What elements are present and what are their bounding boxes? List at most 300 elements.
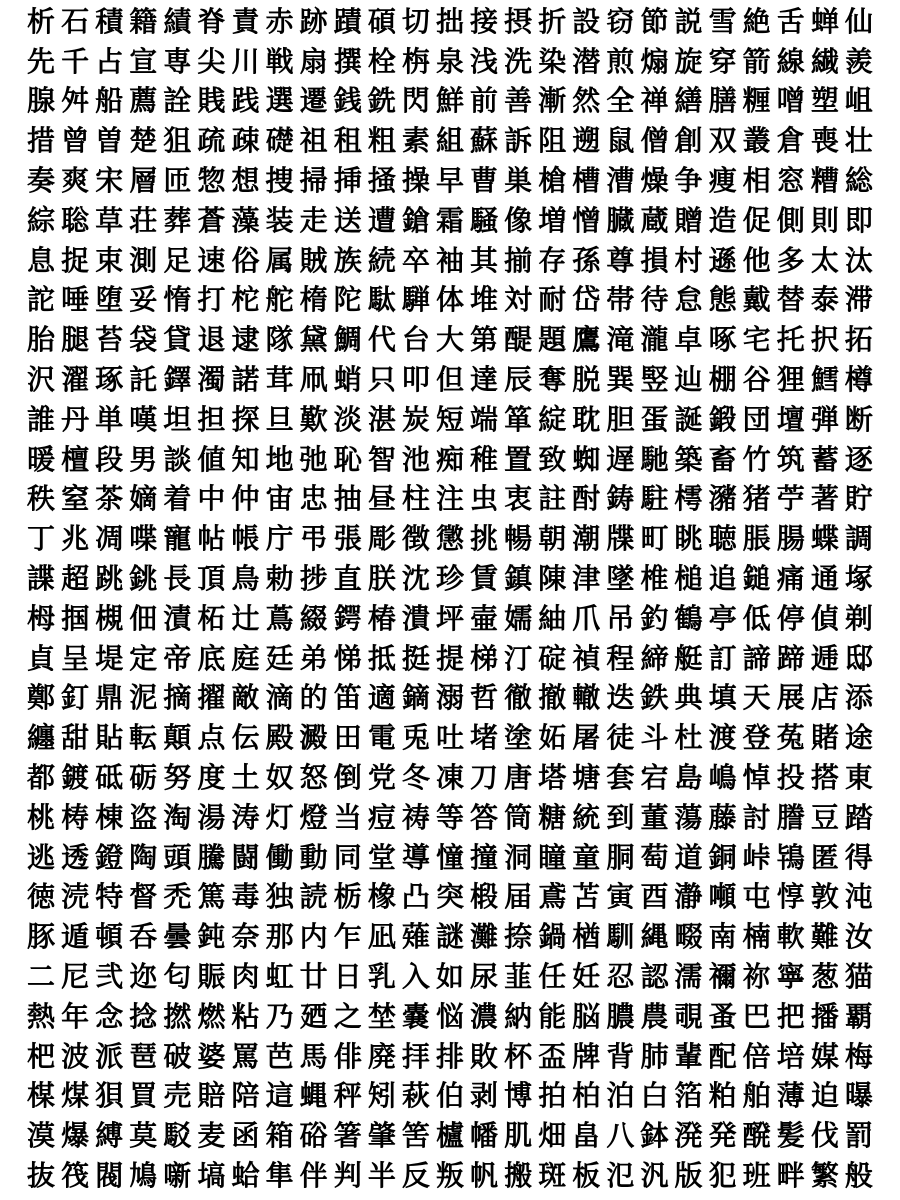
kanji-glyph: 祢 — [742, 960, 771, 994]
kanji-glyph: 達 — [470, 363, 499, 397]
kanji-glyph: 畜 — [708, 442, 737, 476]
kanji-glyph: 藤 — [708, 800, 737, 834]
kanji-glyph: 弛 — [299, 442, 328, 476]
kanji-glyph: 菟 — [776, 721, 805, 755]
kanji-glyph: 湛 — [367, 402, 396, 436]
kanji-glyph: 蒼 — [197, 203, 226, 237]
kanji-glyph: 唾 — [61, 283, 90, 317]
glyph-row — [24, 718, 876, 758]
kanji-glyph: 糟 — [810, 164, 839, 198]
kanji-glyph: 釣 — [640, 601, 669, 635]
kanji-glyph: 迫 — [810, 1079, 839, 1113]
kanji-glyph: 繁 — [810, 1159, 839, 1192]
kanji-glyph: 諾 — [231, 363, 260, 397]
kanji-glyph: 知 — [231, 442, 260, 476]
kanji-glyph: 帳 — [231, 522, 260, 556]
kanji-glyph: 穿 — [708, 44, 737, 78]
kanji-glyph: 千 — [61, 44, 90, 78]
kanji-glyph: 掻 — [367, 164, 396, 198]
kanji-glyph: 伯 — [435, 1079, 464, 1113]
kanji-glyph: 措 — [27, 124, 56, 158]
kanji-glyph: 舶 — [742, 1079, 771, 1113]
kanji-glyph: 団 — [742, 402, 771, 436]
kanji-glyph: 那 — [265, 920, 294, 954]
kanji-glyph: 捗 — [299, 562, 328, 596]
kanji-glyph: 買 — [129, 1079, 158, 1113]
kanji-glyph: 般 — [844, 1159, 873, 1192]
kanji-glyph: 想 — [231, 164, 260, 198]
kanji-glyph: 駁 — [163, 1119, 192, 1153]
kanji-glyph: 池 — [401, 442, 430, 476]
kanji-glyph: 槌 — [674, 562, 703, 596]
kanji-glyph: 蘇 — [470, 124, 499, 158]
kanji-glyph: 畠 — [572, 1119, 601, 1153]
kanji-glyph: 他 — [742, 243, 771, 277]
kanji-glyph: 的 — [299, 681, 328, 715]
kanji-glyph: 築 — [674, 442, 703, 476]
kanji-glyph: 太 — [810, 243, 839, 277]
kanji-glyph: 蝉 — [810, 4, 839, 38]
kanji-glyph: 爆 — [61, 1119, 90, 1153]
kanji-glyph: 坪 — [435, 601, 464, 635]
kanji-glyph: 跳 — [95, 562, 124, 596]
kanji-glyph: 猪 — [742, 482, 771, 516]
kanji-glyph: 豚 — [27, 920, 56, 954]
kanji-glyph: 貯 — [844, 482, 873, 516]
kanji-glyph: 弔 — [299, 522, 328, 556]
kanji-glyph: 配 — [708, 1039, 737, 1073]
kanji-glyph: 櫨 — [435, 1119, 464, 1153]
kanji-glyph: 棟 — [95, 800, 124, 834]
kanji-glyph: 拓 — [844, 323, 873, 357]
kanji-glyph: 馴 — [606, 920, 635, 954]
kanji-glyph: 珍 — [435, 562, 464, 596]
kanji-glyph: 騨 — [401, 283, 430, 317]
kanji-glyph: 砥 — [95, 761, 124, 795]
kanji-glyph: 遡 — [572, 124, 601, 158]
kanji-glyph: 肺 — [640, 1039, 669, 1073]
kanji-glyph: 善 — [504, 84, 533, 118]
kanji-glyph: 村 — [674, 243, 703, 277]
kanji-glyph: 莫 — [129, 1119, 158, 1153]
kanji-glyph: 撞 — [470, 840, 499, 874]
kanji-glyph: 抽 — [333, 482, 362, 516]
kanji-glyph: 鴇 — [776, 840, 805, 874]
kanji-glyph: 帯 — [606, 283, 635, 317]
kanji-glyph: 岱 — [572, 283, 601, 317]
kanji-glyph: 但 — [435, 363, 464, 397]
kanji-glyph: 駐 — [640, 482, 669, 516]
kanji-glyph: 濯 — [61, 363, 90, 397]
kanji-glyph: 素 — [401, 124, 430, 158]
kanji-glyph: 瀞 — [674, 880, 703, 914]
glyph-row — [24, 519, 876, 559]
kanji-glyph: 掴 — [61, 601, 90, 635]
kanji-glyph: 赤 — [265, 4, 294, 38]
kanji-glyph: 挑 — [470, 522, 499, 556]
kanji-glyph: 窃 — [606, 4, 635, 38]
kanji-glyph: 槻 — [95, 601, 124, 635]
kanji-glyph: 漕 — [606, 164, 635, 198]
kanji-glyph: 鯛 — [333, 323, 362, 357]
kanji-glyph: 汰 — [844, 243, 873, 277]
kanji-glyph: 段 — [95, 442, 124, 476]
kanji-glyph: 叛 — [435, 1159, 464, 1192]
kanji-glyph: 祷 — [401, 800, 430, 834]
kanji-glyph: 憧 — [435, 840, 464, 874]
kanji-glyph: 徹 — [504, 681, 533, 715]
kanji-glyph: 双 — [708, 124, 737, 158]
kanji-glyph: 噸 — [708, 880, 737, 914]
kanji-glyph: 堵 — [470, 721, 499, 755]
kanji-glyph: 店 — [810, 681, 839, 715]
kanji-glyph: 組 — [435, 124, 464, 158]
kanji-glyph: 惣 — [197, 164, 226, 198]
kanji-glyph: 嶋 — [708, 761, 737, 795]
kanji-glyph: 懲 — [435, 522, 464, 556]
kanji-glyph: 杜 — [674, 721, 703, 755]
kanji-glyph: 沢 — [27, 363, 56, 397]
kanji-glyph: 掃 — [299, 164, 328, 198]
kanji-glyph: 遭 — [367, 203, 396, 237]
kanji-glyph: 展 — [776, 681, 805, 715]
kanji-glyph: 停 — [776, 601, 805, 635]
kanji-glyph: 屯 — [742, 880, 771, 914]
kanji-glyph: 草 — [95, 203, 124, 237]
kanji-glyph: 繕 — [674, 84, 703, 118]
kanji-glyph: 脊 — [197, 4, 226, 38]
kanji-glyph: 煤 — [61, 1079, 90, 1113]
kanji-glyph: 農 — [640, 999, 669, 1033]
kanji-glyph: 卒 — [401, 243, 430, 277]
kanji-glyph: 促 — [742, 203, 771, 237]
kanji-glyph: 繊 — [810, 44, 839, 78]
kanji-glyph: 鳶 — [538, 880, 567, 914]
kanji-glyph: 叩 — [401, 363, 430, 397]
kanji-glyph: 哲 — [470, 681, 499, 715]
kanji-glyph: 腺 — [27, 84, 56, 118]
kanji-glyph: 属 — [265, 243, 294, 277]
kanji-glyph: 抵 — [367, 641, 396, 675]
kanji-glyph: 濃 — [470, 999, 499, 1033]
kanji-glyph: 逓 — [810, 641, 839, 675]
kanji-glyph: 只 — [367, 363, 396, 397]
kanji-glyph: 妊 — [572, 960, 601, 994]
kanji-glyph: 堆 — [470, 283, 499, 317]
kanji-glyph: 如 — [435, 960, 464, 994]
kanji-glyph: 鍔 — [333, 601, 362, 635]
kanji-glyph: 煎 — [606, 44, 635, 78]
kanji-glyph: 鱈 — [810, 363, 839, 397]
kanji-glyph: 束 — [95, 243, 124, 277]
kanji-glyph: 筑 — [776, 442, 805, 476]
kanji-glyph: 託 — [129, 363, 158, 397]
kanji-glyph: 等 — [435, 800, 464, 834]
kanji-glyph: 伐 — [810, 1119, 839, 1153]
kanji-glyph: 綻 — [538, 402, 567, 436]
kanji-glyph: 占 — [95, 44, 124, 78]
kanji-glyph: 値 — [197, 442, 226, 476]
kanji-glyph: 戴 — [742, 283, 771, 317]
kanji-glyph: 瀧 — [640, 323, 669, 357]
kanji-glyph: 超 — [61, 562, 90, 596]
kanji-glyph: 伝 — [231, 721, 260, 755]
kanji-glyph: 著 — [810, 482, 839, 516]
kanji-glyph: 着 — [163, 482, 192, 516]
kanji-glyph: 道 — [674, 840, 703, 874]
kanji-glyph: 塔 — [538, 761, 567, 795]
kanji-glyph: 叢 — [742, 124, 771, 158]
kanji-glyph: 函 — [231, 1119, 260, 1153]
glyph-row — [24, 440, 876, 480]
kanji-glyph: 濁 — [197, 363, 226, 397]
kanji-glyph: 聴 — [708, 522, 737, 556]
kanji-glyph: 廃 — [367, 1039, 396, 1073]
kanji-glyph: 難 — [810, 920, 839, 954]
kanji-glyph: 搭 — [810, 761, 839, 795]
kanji-glyph: 渡 — [708, 721, 737, 755]
kanji-glyph: 辿 — [674, 363, 703, 397]
kanji-glyph: 槽 — [572, 164, 601, 198]
kanji-glyph: 謄 — [776, 800, 805, 834]
kanji-glyph: 塘 — [572, 761, 601, 795]
kanji-glyph: 瀦 — [708, 482, 737, 516]
kanji-glyph: 答 — [470, 800, 499, 834]
kanji-glyph: 節 — [640, 4, 669, 38]
glyph-row — [24, 878, 876, 918]
kanji-glyph: 汎 — [640, 1159, 669, 1192]
kanji-glyph: 伴 — [299, 1159, 328, 1192]
kanji-glyph: 逐 — [844, 442, 873, 476]
kanji-glyph: 泊 — [606, 1079, 635, 1113]
glyph-row — [24, 82, 876, 122]
kanji-glyph: 把 — [776, 999, 805, 1033]
kanji-glyph: 堂 — [367, 840, 396, 874]
kanji-glyph: 禰 — [708, 960, 737, 994]
kanji-glyph: 切 — [401, 4, 430, 38]
kanji-glyph: 黛 — [299, 323, 328, 357]
kanji-glyph: 吐 — [435, 721, 464, 755]
kanji-glyph: 遁 — [61, 920, 90, 954]
glyph-row — [24, 42, 876, 82]
kanji-glyph: 柁 — [231, 283, 260, 317]
kanji-glyph: 筒 — [504, 800, 533, 834]
kanji-glyph: 地 — [265, 442, 294, 476]
kanji-glyph: 続 — [367, 243, 396, 277]
kanji-glyph: 宙 — [265, 482, 294, 516]
kanji-glyph: 馳 — [640, 442, 669, 476]
kanji-glyph: 弐 — [95, 960, 124, 994]
kanji-glyph: 鋳 — [606, 482, 635, 516]
glyph-row — [24, 758, 876, 798]
kanji-glyph: 萄 — [640, 840, 669, 874]
kanji-glyph: 惰 — [163, 283, 192, 317]
kanji-glyph: 椿 — [367, 601, 396, 635]
kanji-glyph: 舛 — [61, 84, 90, 118]
kanji-glyph: 狽 — [95, 1079, 124, 1113]
glyph-row — [24, 241, 876, 281]
kanji-glyph: 浅 — [470, 44, 499, 78]
kanji-glyph: 硲 — [299, 1119, 328, 1153]
kanji-glyph: 聡 — [61, 203, 90, 237]
kanji-glyph: 撚 — [163, 999, 192, 1033]
kanji-glyph: 葬 — [163, 203, 192, 237]
kanji-glyph: 堕 — [95, 283, 124, 317]
kanji-glyph: 直 — [333, 562, 362, 596]
kanji-glyph: 低 — [742, 601, 771, 635]
kanji-glyph: 波 — [61, 1039, 90, 1073]
kanji-glyph: 倒 — [333, 761, 362, 795]
kanji-glyph: 点 — [197, 721, 226, 755]
kanji-glyph: 籍 — [129, 4, 158, 38]
kanji-glyph: 嬬 — [504, 601, 533, 635]
kanji-glyph: 搬 — [504, 1159, 533, 1192]
kanji-glyph: 兎 — [401, 721, 430, 755]
kanji-glyph: 婆 — [197, 1039, 226, 1073]
kanji-glyph: 排 — [435, 1039, 464, 1073]
glyph-row — [24, 957, 876, 997]
kanji-glyph: 粘 — [231, 999, 260, 1033]
kanji-glyph: 箪 — [504, 402, 533, 436]
kanji-glyph: 箸 — [333, 1119, 362, 1153]
kanji-glyph: 測 — [129, 243, 158, 277]
kanji-glyph: 銚 — [129, 562, 158, 596]
kanji-glyph: 捉 — [61, 243, 90, 277]
kanji-glyph: 蜘 — [572, 442, 601, 476]
kanji-glyph: 柘 — [197, 601, 226, 635]
glyph-row — [24, 599, 876, 639]
kanji-glyph: 討 — [742, 800, 771, 834]
kanji-glyph: 鼎 — [95, 681, 124, 715]
kanji-glyph: 程 — [606, 641, 635, 675]
kanji-glyph: 漬 — [163, 601, 192, 635]
kanji-glyph: 敗 — [470, 1039, 499, 1073]
kanji-glyph: 眺 — [674, 522, 703, 556]
kanji-glyph: 奴 — [265, 761, 294, 795]
kanji-glyph: 椴 — [470, 880, 499, 914]
kanji-glyph: 諜 — [27, 562, 56, 596]
glyph-row — [24, 320, 876, 360]
kanji-glyph: 蛸 — [333, 363, 362, 397]
kanji-glyph: 剥 — [470, 1079, 499, 1113]
kanji-glyph: 鳩 — [129, 1159, 158, 1192]
kanji-glyph: 帖 — [197, 522, 226, 556]
kanji-glyph: 同 — [333, 840, 362, 874]
kanji-glyph: 像 — [504, 203, 533, 237]
glyph-row — [24, 480, 876, 520]
kanji-glyph: 践 — [231, 84, 260, 118]
kanji-glyph: 仲 — [231, 482, 260, 516]
kanji-glyph: 栴 — [401, 44, 430, 78]
kanji-glyph: 甜 — [61, 721, 90, 755]
kanji-glyph: 箔 — [674, 1079, 703, 1113]
kanji-glyph: 選 — [265, 84, 294, 118]
kanji-glyph: 髪 — [776, 1119, 805, 1153]
kanji-glyph: 男 — [129, 442, 158, 476]
kanji-glyph: 忠 — [299, 482, 328, 516]
kanji-glyph: 担 — [197, 402, 226, 436]
kanji-glyph: 播 — [810, 999, 839, 1033]
kanji-glyph: 尼 — [61, 960, 90, 994]
kanji-glyph: 踏 — [844, 800, 873, 834]
kanji-glyph: 疏 — [197, 124, 226, 158]
kanji-glyph: 琶 — [129, 1039, 158, 1073]
kanji-glyph: 鍍 — [61, 761, 90, 795]
kanji-glyph: 其 — [470, 243, 499, 277]
kanji-glyph: 粗 — [367, 124, 396, 158]
kanji-glyph: 暢 — [504, 522, 533, 556]
kanji-glyph: 適 — [367, 681, 396, 715]
kanji-glyph: 俗 — [231, 243, 260, 277]
kanji-glyph: 賠 — [197, 1079, 226, 1113]
kanji-glyph: 纏 — [27, 721, 56, 755]
kanji-glyph: 鶴 — [674, 601, 703, 635]
kanji-glyph: 台 — [401, 323, 430, 357]
kanji-glyph: 潰 — [401, 601, 430, 635]
kanji-glyph: 苧 — [776, 482, 805, 516]
kanji-glyph: 塙 — [197, 1159, 226, 1192]
kanji-glyph: 蓄 — [810, 442, 839, 476]
kanji-glyph: 瞳 — [538, 840, 567, 874]
kanji-glyph: 薙 — [401, 920, 430, 954]
kanji-glyph: 覇 — [844, 999, 873, 1033]
kanji-glyph: 僧 — [640, 124, 669, 158]
kanji-glyph: 泉 — [435, 44, 464, 78]
kanji-glyph: 杯 — [504, 1039, 533, 1073]
kanji-glyph: 捺 — [504, 920, 533, 954]
kanji-glyph: 熱 — [27, 999, 56, 1033]
kanji-glyph: 電 — [367, 721, 396, 755]
kanji-glyph: 燥 — [640, 164, 669, 198]
kanji-glyph: 注 — [435, 482, 464, 516]
kanji-glyph: 添 — [844, 681, 873, 715]
kanji-glyph: 庭 — [231, 641, 260, 675]
kanji-glyph: 兆 — [61, 522, 90, 556]
glyph-row — [24, 2, 876, 42]
kanji-glyph: 痴 — [435, 442, 464, 476]
kanji-glyph: 途 — [844, 721, 873, 755]
kanji-glyph: 碩 — [367, 4, 396, 38]
kanji-glyph: 卓 — [674, 323, 703, 357]
kanji-glyph: 脳 — [572, 999, 601, 1033]
kanji-glyph: 詮 — [163, 84, 192, 118]
kanji-glyph: 族 — [333, 243, 362, 277]
kanji-glyph: 痩 — [708, 164, 737, 198]
kanji-glyph: 綴 — [299, 601, 328, 635]
kanji-glyph: 橡 — [367, 880, 396, 914]
kanji-glyph: 砺 — [129, 761, 158, 795]
kanji-glyph: 艇 — [674, 641, 703, 675]
kanji-glyph: 先 — [27, 44, 56, 78]
kanji-glyph: 楠 — [742, 920, 771, 954]
kanji-glyph: 肌 — [504, 1119, 533, 1153]
kanji-glyph: 然 — [572, 84, 601, 118]
kanji-glyph: 登 — [742, 721, 771, 755]
kanji-glyph: 板 — [572, 1159, 601, 1192]
kanji-sample-sheet — [24, 2, 876, 1198]
kanji-glyph: 惇 — [776, 880, 805, 914]
kanji-glyph: 煽 — [640, 44, 669, 78]
kanji-glyph: 敵 — [231, 681, 260, 715]
kanji-glyph: 牌 — [572, 1039, 601, 1073]
kanji-glyph: 坦 — [163, 402, 192, 436]
kanji-glyph: 頓 — [95, 920, 124, 954]
kanji-glyph: 斑 — [538, 1159, 567, 1192]
kanji-glyph: 杷 — [27, 1039, 56, 1073]
kanji-glyph: 反 — [401, 1159, 430, 1192]
kanji-glyph: 閥 — [95, 1159, 124, 1192]
kanji-glyph: 度 — [197, 761, 226, 795]
